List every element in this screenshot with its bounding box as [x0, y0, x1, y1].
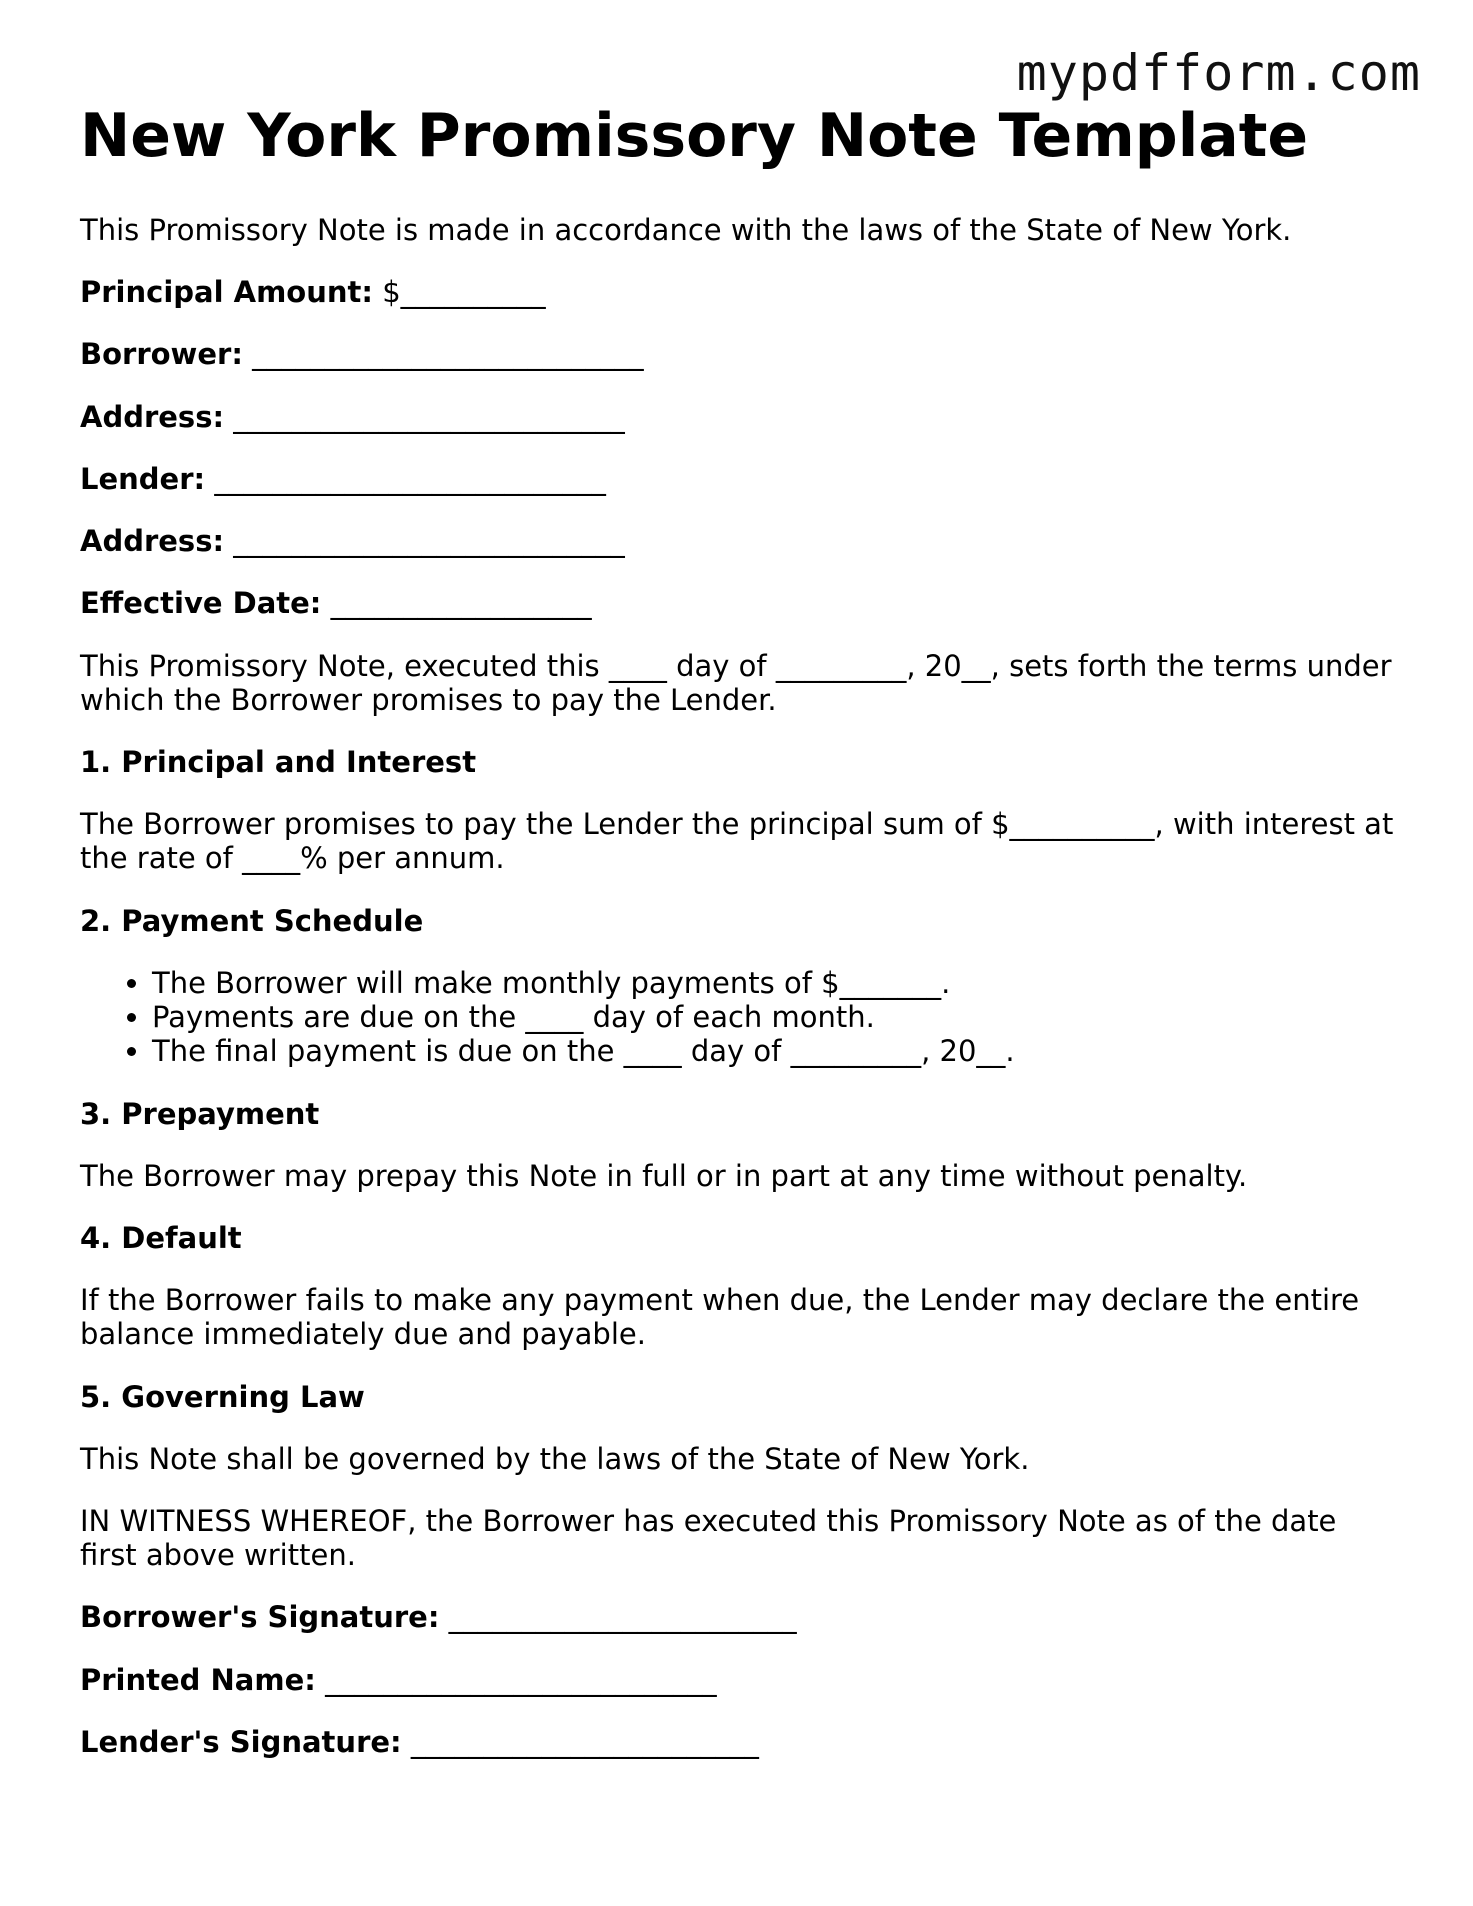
signature-borrower — [80, 1600, 1400, 1634]
field-label: Address: — [80, 399, 225, 434]
field-borrower — [80, 337, 1400, 371]
signature-blank[interactable]: ________________________ — [448, 1600, 797, 1635]
section-heading-principal: 1. Principal and Interest — [80, 744, 477, 779]
field-blank[interactable]: $__________ — [382, 275, 546, 310]
field-principal-amount — [80, 275, 1400, 309]
witness-paragraph: IN WITNESS WHEREOF, the Borrower has executed this Promissory Note as of the date first above written. — [80, 1504, 1337, 1573]
signature-label: Borrower's Signature: — [80, 1600, 440, 1635]
signature-blank[interactable]: ___________________________ — [325, 1662, 717, 1697]
field-lender-address — [80, 524, 1400, 558]
section-heading-default: 4. Default — [80, 1220, 242, 1255]
section-body-default: If the Borrower fails to make any payment when due, the Lender may declare the entire balance immediately due and payable. — [80, 1283, 1360, 1352]
payment-schedule-list — [80, 966, 1400, 1069]
execution-paragraph: This Promissory Note, executed this ____ day of _________, 20__, sets forth the terms under which the Borrower promises to pay the Lender. — [80, 648, 1392, 717]
signature-lender — [80, 1725, 1400, 1759]
field-effective-date — [80, 586, 1400, 620]
section-heading-governing-law: 5. Governing Law — [80, 1379, 365, 1414]
list-item: • Payments are due on the ____ day of each month. — [152, 1000, 1400, 1034]
document-page — [80, 102, 1400, 1787]
section-heading-prepayment: 3. Prepayment — [80, 1096, 320, 1131]
field-blank[interactable]: ___________________________ — [252, 337, 644, 372]
list-item: • The final payment is due on the ____ day of _________, 20__. — [152, 1034, 1400, 1068]
field-blank[interactable]: ___________________________ — [233, 524, 625, 559]
signature-label: Lender's Signature: — [80, 1724, 402, 1759]
section-body-principal: The Borrower promises to pay the Lender the principal sum of $__________, with interest at the rate of ____% per annum. — [80, 807, 1394, 876]
signature-label: Printed Name: — [80, 1662, 316, 1697]
field-label: Lender: — [80, 461, 206, 496]
field-label: Address: — [80, 524, 225, 559]
field-blank[interactable]: ___________________________ — [214, 461, 606, 496]
section-body-governing-law: This Note shall be governed by the laws of the State of New York. — [80, 1441, 1030, 1476]
document-title: New York Promissory Note Template — [80, 101, 1309, 171]
intro-paragraph: This Promissory Note is made in accordance with the laws of the State of New York. — [80, 213, 1292, 247]
signature-printed-name — [80, 1663, 1400, 1697]
signature-blank[interactable]: ________________________ — [410, 1724, 759, 1759]
section-heading-payment: 2. Payment Schedule — [80, 903, 424, 938]
field-label: Effective Date: — [80, 586, 322, 621]
list-item: • The Borrower will make monthly payments of $_______. — [152, 966, 1400, 1000]
watermark: mypdfform.com — [1016, 44, 1421, 102]
field-label: Principal Amount: — [80, 275, 373, 310]
field-lender — [80, 462, 1400, 496]
section-body-prepayment: The Borrower may prepay this Note in full or in part at any time without penalty. — [80, 1158, 1248, 1193]
field-borrower-address — [80, 400, 1400, 434]
field-label: Borrower: — [80, 337, 243, 372]
field-blank[interactable]: __________________ — [330, 586, 592, 621]
field-blank[interactable]: ___________________________ — [233, 399, 625, 434]
